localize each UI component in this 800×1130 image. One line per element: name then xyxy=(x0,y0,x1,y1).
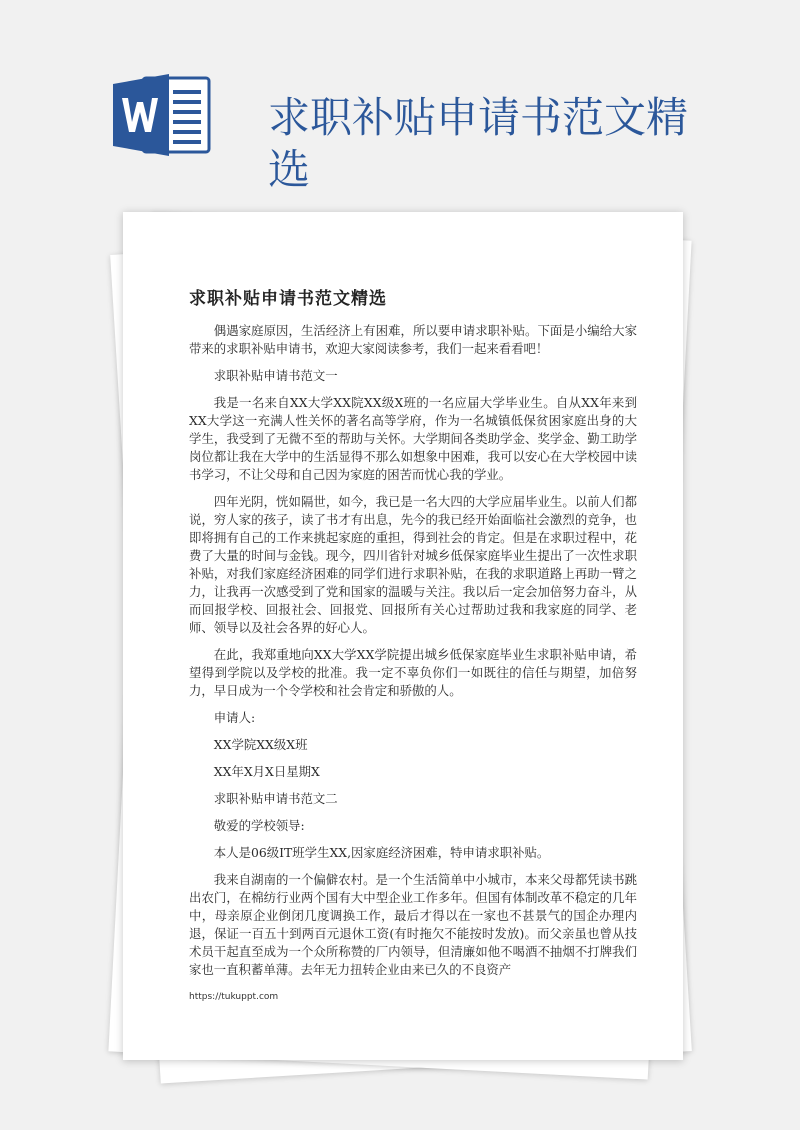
applicant-label: 申请人: xyxy=(213,710,256,725)
banner-title: 求职补贴申请书范文精选 xyxy=(268,93,689,195)
paragraph: 本人是06级IT班学生XX,因家庭经济困难，特申请求职补贴。 xyxy=(213,845,550,860)
section-heading-1: 求职补贴申请书范文一 xyxy=(213,368,338,383)
paragraph-intro: 偶遇家庭原因，生活经济上有困难，所以要申请求职补贴。下面是小编给大家带来的求职补贴申请书，欢迎大家阅读参考，我们一起来看看吧！ xyxy=(189,323,637,356)
paragraph: 我是一名来自XX大学XX院XX级X班的一名应届大学毕业生。自从XX年来到XX大学这一充满人性关怀的著名高等学府，作为一名城镇低保贫困家庭出身的大学生，我受到了无微不至的帮助与关怀。大学期间各类助学金、奖学金、勤工助学岗位都让我在大学中的生活显得不那么如想象中困难，我可以安心在大学校园中读书学习，不让父母和自己因为家庭的困苦而忧心我的学业。 xyxy=(189,395,637,482)
document-title: 求职补贴申请书范文精选 xyxy=(189,289,387,309)
document-body xyxy=(189,322,637,988)
applicant-class: XX学院XX级X班 xyxy=(213,737,308,752)
paragraph: 四年光阴，恍如隔世，如今，我已是一名大四的大学应届毕业生。以前人们都说，穷人家的孩子，读了书才有出息，先今的我已经开始面临社会激烈的竞争，也即将拥有自己的工作来挑起家庭的重担，得到社会的肯定。但是在求职过程中，花费了大量的时间与金钱。现今，四川省针对城乡低保家庭毕业生提出了一次性求职补贴，对我们家庭经济困难的同学们进行求职补贴，在我的求职道路上再助一臂之力，让我再一次感受到了党和国家的温暖与关注。我以后一定会加倍努力奋斗，从而回报学校、回报社会、回报党、回报所有关心过帮助过我和我家庭的同学、老师、领导以及社会各界的好心人。 xyxy=(189,494,637,635)
salutation: 敬爱的学校领导: xyxy=(213,818,305,833)
section-heading-2: 求职补贴申请书范文二 xyxy=(213,791,338,806)
applicant-date: XX年X月X日星期X xyxy=(213,764,320,779)
footer-url: https://tukuppt.com xyxy=(189,992,279,1002)
word-document-icon xyxy=(113,74,213,156)
paragraph: 在此，我郑重地向XX大学XX学院提出城乡低保家庭毕业生求职补贴申请，希望得到学院以及学校的批准。我一定不辜负你们一如既往的信任与期望，加倍努力，早日成为一个令学校和社会肯定和骄傲的人。 xyxy=(189,647,637,698)
document-page xyxy=(123,212,683,1060)
paragraph: 我来自湖南的一个偏僻农村。是一个生活简单中小城市，本来父母都凭读书跳出农门，在棉纺行业两个国有大中型企业工作多年。但国有体制改革不稳定的几年中，母亲原企业倒闭几度调换工作，最后才得以在一家也不甚景气的国企办理内退，保证一百五十到两百元退休工资(有时拖欠不能按时发放)。而父亲虽也曾从技术员干起直至成为一个众所称赞的厂内领导，但清廉如他不喝酒不抽烟不打牌我们家也一直积蓄单薄。去年无力扭转企业由来已久的不良资产 xyxy=(189,872,637,977)
header-banner xyxy=(0,0,800,200)
